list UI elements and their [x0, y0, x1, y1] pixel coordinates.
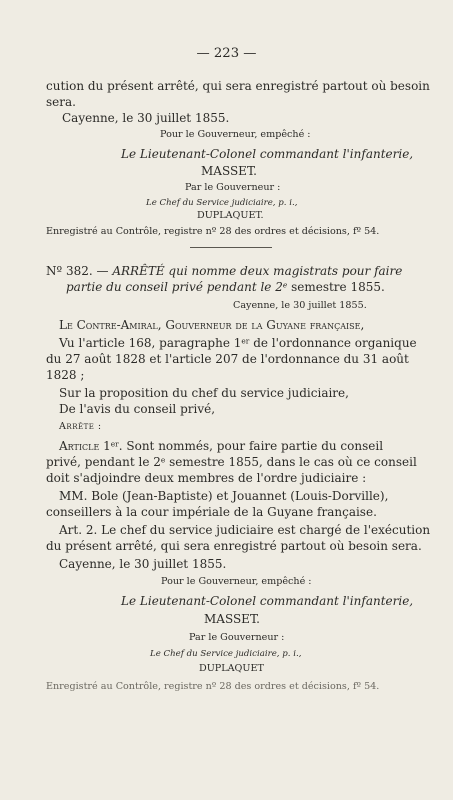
arrete-heading-1: ARRÊTÉ qui nomme deux magistrats pour faire — [112, 264, 403, 278]
article-2-line-2: du présent arrêté, qui sera enregistré partout où besoin sera. — [46, 539, 422, 553]
article-1-line-1 — [59, 440, 383, 452]
par-gouverneur-2: Par le Gouverneur : — [189, 632, 285, 643]
article-1-label: Article 1 — [59, 439, 111, 453]
article-1-l2-sup: e — [160, 455, 166, 465]
article-1-sup: er — [110, 439, 119, 449]
article-2-line-1: Art. 2. Le chef du service judiciaire est chargé de l'exécution — [59, 523, 431, 537]
chef-service-1: Le Chef du Service judiciaire, p. i., — [146, 198, 298, 208]
enregistrement-1: Enregistré au Contrôle, registre nº 28 des ordres et décisions, fº 54. — [46, 226, 380, 237]
arrete-date: Cayenne, le 30 juillet 1855. — [233, 300, 367, 311]
body-date: Cayenne, le 30 juillet 1855. — [59, 557, 227, 571]
officer-title-1: Le Lieutenant-Colonel commandant l'infanterie, — [121, 147, 414, 161]
vu-line-3: 1828 ; — [46, 368, 85, 382]
vu-line-1 — [59, 337, 417, 349]
arrete-heading-2a: partie du conseil privé pendant le 2 — [66, 280, 283, 294]
arrete-number: Nº 382. — — [46, 264, 109, 278]
section-divider — [190, 247, 272, 248]
officer-name-1: MASSET. — [201, 164, 257, 178]
article-1-text: . Sont nommés, pour faire partie du conseil — [118, 439, 384, 453]
vu-line-2: du 27 août 1828 et l'article 207 de l'ordonnance du 31 août — [46, 352, 409, 366]
date-line-1: Cayenne, le 30 juillet 1855. — [62, 111, 230, 125]
article-1-l2-a: privé, pendant le 2 — [46, 455, 161, 469]
vu-text-a: Vu l'article 168, paragraphe 1 — [59, 336, 242, 350]
chef-name-2: DUPLAQUET — [199, 663, 264, 674]
arrete-header-line-1 — [46, 265, 402, 277]
proposition-line: Sur la proposition du chef du service judiciaire, — [59, 386, 349, 400]
officer-name-2: MASSET. — [204, 612, 260, 626]
article-1-line-3: doit s'adjoindre deux membres de l'ordre judiciaire : — [46, 471, 367, 485]
article-1-l2-b: semestre 1855, dans le cas où ce conseil — [165, 455, 417, 469]
enregistrement-2: Enregistré au Contrôle, registre nº 28 des ordres et décisions, fº 54. — [46, 681, 380, 692]
members-line-1: MM. Bole (Jean-Baptiste) et Jouannet (Louis-Dorville), — [59, 489, 389, 503]
arrete-label: Arrête : — [59, 421, 102, 432]
article-1-line-2 — [46, 456, 417, 468]
continuation-line-1: cution du présent arrêté, qui sera enregistré partout où besoin — [46, 79, 430, 93]
par-gouverneur-1: Par le Gouverneur : — [185, 182, 281, 193]
avis-line: De l'avis du conseil privé, — [59, 402, 216, 416]
members-line-2: conseillers à la cour impériale de la Guyane française. — [46, 505, 377, 519]
arrete-heading-2-sup: e — [282, 280, 288, 290]
vu-sup: er — [241, 336, 250, 346]
arrete-heading-2b: semestre 1855. — [287, 280, 385, 294]
pour-gouverneur-2: Pour le Gouverneur, empêché : — [161, 576, 312, 587]
arrete-header-line-2 — [66, 281, 385, 293]
chef-name-1: DUPLAQUET. — [197, 210, 264, 221]
body-opening: Le Contre-Amiral, Gouverneur de la Guyane française, — [59, 318, 365, 332]
vu-text-b: de l'ordonnance organique — [249, 336, 417, 350]
page-number: — 223 — — [196, 46, 257, 61]
pour-gouverneur-1: Pour le Gouverneur, empêché : — [160, 129, 311, 140]
officer-title-2: Le Lieutenant-Colonel commandant l'infanterie, — [121, 594, 414, 608]
chef-service-2: Le Chef du Service judiciaire, p. i., — [150, 649, 302, 659]
continuation-line-2: sera. — [46, 95, 76, 109]
